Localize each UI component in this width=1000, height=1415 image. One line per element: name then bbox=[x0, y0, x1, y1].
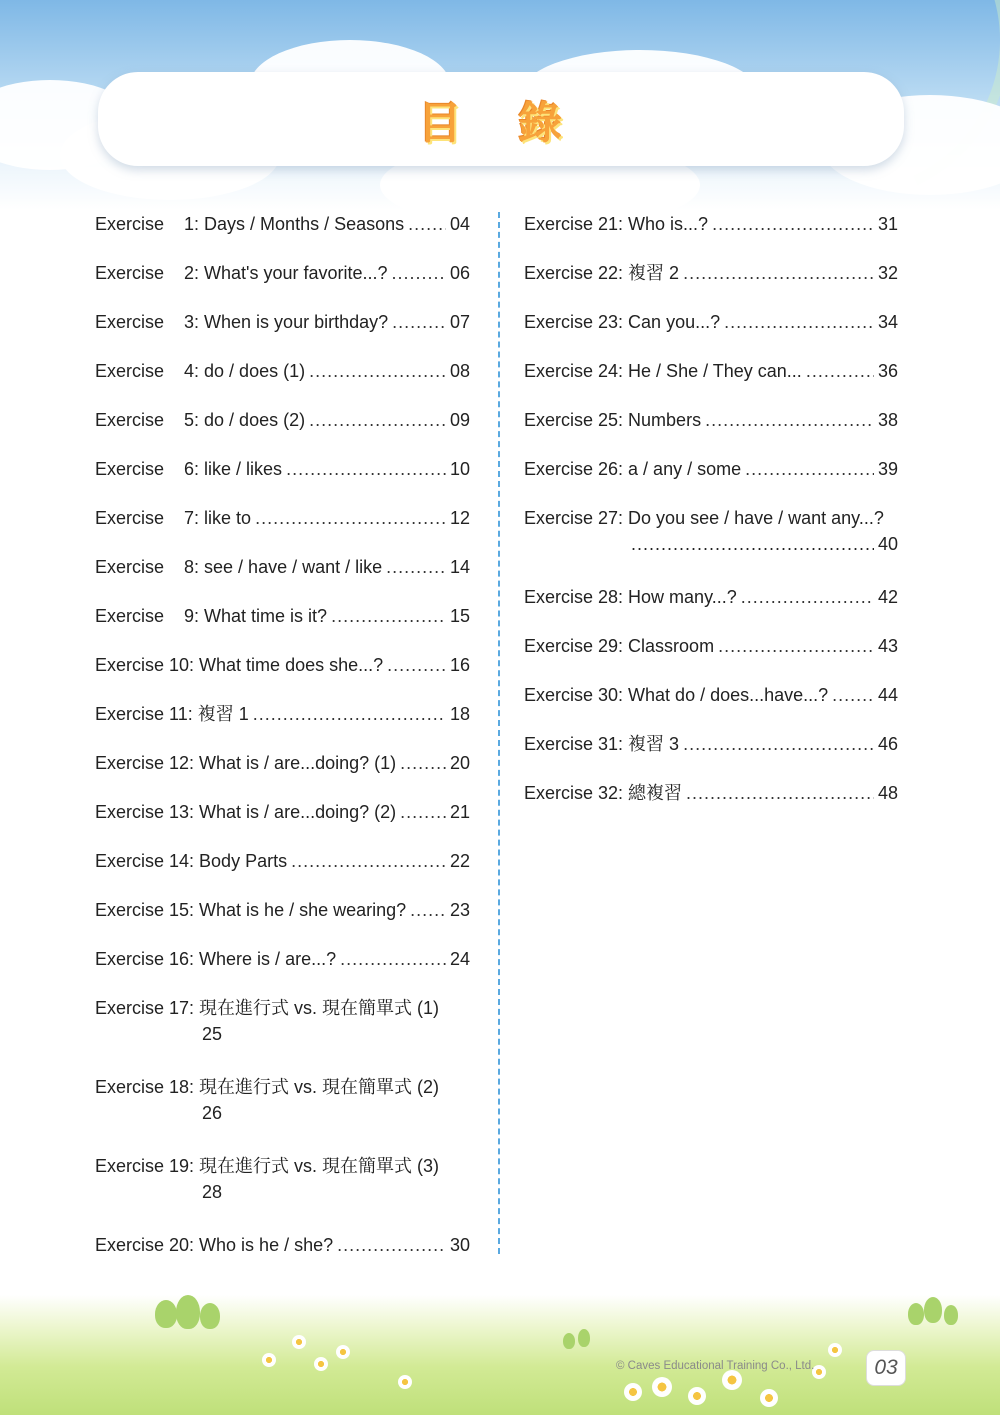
toc-entry-page: 43 bbox=[877, 636, 898, 656]
toc-entry[interactable] bbox=[524, 676, 898, 725]
toc-entry[interactable] bbox=[95, 352, 470, 401]
daisy-decoration bbox=[652, 1377, 672, 1397]
tree-decoration bbox=[563, 1333, 575, 1349]
toc-entry-label: Exercise 16: Where is / are...? bbox=[95, 949, 337, 969]
toc-entry-page: 22 bbox=[449, 851, 470, 871]
toc-entry-label: Exercise 1: Days / Months / Seasons bbox=[95, 214, 405, 234]
toc-right-column bbox=[524, 205, 898, 823]
daisy-decoration bbox=[314, 1357, 328, 1371]
toc-entry-page: 07 bbox=[449, 312, 470, 332]
toc-entry[interactable] bbox=[95, 1226, 470, 1275]
daisy-decoration bbox=[760, 1389, 778, 1407]
tree-decoration bbox=[924, 1297, 942, 1323]
leader-dots bbox=[683, 254, 874, 292]
toc-entry-label: Exercise 30: What do / does...have...? bbox=[524, 685, 829, 705]
toc-entry-page: 24 bbox=[449, 949, 470, 969]
tree-decoration bbox=[944, 1305, 958, 1325]
toc-entry[interactable] bbox=[95, 793, 470, 842]
leader-dots bbox=[686, 774, 874, 812]
leader-dots bbox=[408, 205, 446, 243]
column-divider bbox=[498, 212, 500, 1254]
title-banner bbox=[98, 72, 904, 166]
toc-entry[interactable] bbox=[524, 254, 898, 303]
toc-entry-page: 18 bbox=[449, 704, 470, 724]
toc-entry-label: Exercise 7: like to bbox=[95, 508, 252, 528]
toc-entry-page: 09 bbox=[449, 410, 470, 430]
toc-entry-page: 08 bbox=[449, 361, 470, 381]
toc-entry-label: Exercise 11: 複習 1 bbox=[95, 704, 249, 724]
tree-decoration bbox=[200, 1303, 220, 1329]
toc-entry-page: 28 bbox=[202, 1182, 223, 1202]
toc-entry[interactable] bbox=[95, 842, 470, 891]
toc-entry-page: 30 bbox=[449, 1235, 470, 1255]
toc-entry[interactable] bbox=[524, 578, 898, 627]
toc-entry[interactable] bbox=[95, 1068, 470, 1147]
toc-entry[interactable] bbox=[95, 401, 470, 450]
toc-entry-label: Exercise 23: Can you...? bbox=[524, 312, 721, 332]
toc-entry-label: Exercise 10: What time does she...? bbox=[95, 655, 384, 675]
toc-entry[interactable] bbox=[524, 303, 898, 352]
toc-entry-page: 20 bbox=[449, 753, 470, 773]
leader-dots bbox=[400, 744, 446, 782]
toc-entry-page: 42 bbox=[877, 587, 898, 607]
tree-decoration bbox=[176, 1295, 200, 1329]
leader-dots bbox=[337, 1226, 446, 1264]
tree-decoration bbox=[578, 1329, 590, 1347]
page-title: 目 錄 bbox=[417, 99, 585, 148]
toc-entry-label: Exercise 19: 現在進行式 vs. 現在簡單式 (3) bbox=[95, 1156, 440, 1176]
tree-decoration bbox=[155, 1300, 177, 1328]
daisy-decoration bbox=[722, 1370, 742, 1390]
toc-entry-page: 23 bbox=[449, 900, 470, 920]
leader-dots bbox=[255, 499, 446, 537]
leader-dots bbox=[410, 891, 446, 929]
toc-entry-label: Exercise 14: Body Parts bbox=[95, 851, 288, 871]
toc-entry-page: 16 bbox=[449, 655, 470, 675]
leader-dots bbox=[386, 548, 446, 586]
toc-entry-page: 21 bbox=[449, 802, 470, 822]
leader-dots bbox=[253, 695, 446, 733]
daisy-decoration bbox=[398, 1375, 412, 1389]
leader-dots bbox=[724, 303, 874, 341]
toc-entry-label: Exercise 31: 複習 3 bbox=[524, 734, 680, 754]
toc-entry-page: 48 bbox=[877, 783, 898, 803]
toc-entry-page: 38 bbox=[877, 410, 898, 430]
leader-dots bbox=[806, 352, 874, 390]
toc-entry-page: 15 bbox=[449, 606, 470, 626]
leader-dots bbox=[387, 646, 446, 684]
leader-dots bbox=[291, 842, 446, 880]
leader-dots bbox=[392, 303, 446, 341]
toc-entry[interactable] bbox=[95, 891, 470, 940]
leader-dots bbox=[705, 401, 874, 439]
tree-decoration bbox=[908, 1303, 924, 1325]
toc-entry[interactable] bbox=[95, 695, 470, 744]
toc-entry[interactable] bbox=[95, 744, 470, 793]
toc-entry-label: Exercise 20: Who is he / she? bbox=[95, 1235, 334, 1255]
toc-entry-label: Exercise 12: What is / are...doing? (1) bbox=[95, 753, 397, 773]
toc-entry-page: 12 bbox=[449, 508, 470, 528]
toc-entry-label: Exercise 24: He / She / They can... bbox=[524, 361, 802, 381]
toc-entry-label: Exercise 5: do / does (2) bbox=[95, 410, 306, 430]
toc-entry[interactable] bbox=[95, 254, 470, 303]
leader-dots bbox=[331, 597, 446, 635]
copyright-notice: © Caves Educational Training Co., Ltd. bbox=[616, 1360, 815, 1372]
leader-dots bbox=[309, 352, 446, 390]
toc-entry[interactable] bbox=[95, 646, 470, 695]
toc-entry-label: Exercise 13: What is / are...doing? (2) bbox=[95, 802, 397, 822]
toc-entry[interactable] bbox=[524, 774, 898, 823]
leader-dots bbox=[340, 940, 446, 978]
toc-entry[interactable] bbox=[95, 205, 470, 254]
toc-entry-page: 39 bbox=[877, 459, 898, 479]
toc-entry[interactable] bbox=[524, 627, 898, 676]
toc-entry[interactable] bbox=[524, 725, 898, 774]
toc-entry[interactable] bbox=[95, 1147, 470, 1226]
leader-dots bbox=[683, 725, 874, 763]
daisy-decoration bbox=[828, 1343, 842, 1357]
toc-entry[interactable] bbox=[524, 499, 898, 578]
toc-entry-page: 25 bbox=[202, 1024, 223, 1044]
leader-dots bbox=[712, 205, 874, 243]
toc-entry-page: 04 bbox=[449, 214, 470, 234]
toc-entry-label: Exercise 28: How many...? bbox=[524, 587, 737, 607]
daisy-decoration bbox=[262, 1353, 276, 1367]
toc-entry-label: Exercise 22: 複習 2 bbox=[524, 263, 680, 283]
toc-entry-label: Exercise 15: What is he / she wearing? bbox=[95, 900, 407, 920]
toc-entry-label: Exercise 8: see / have / want / like bbox=[95, 557, 383, 577]
leader-dots bbox=[718, 627, 874, 665]
toc-entry-label: Exercise 21: Who is...? bbox=[524, 214, 709, 234]
toc-entry[interactable] bbox=[95, 989, 470, 1068]
daisy-decoration bbox=[688, 1387, 706, 1405]
daisy-decoration bbox=[624, 1383, 642, 1401]
daisy-decoration bbox=[292, 1335, 306, 1349]
leader-dots bbox=[400, 793, 446, 831]
toc-entry[interactable] bbox=[524, 401, 898, 450]
toc-entry-page: 14 bbox=[449, 557, 470, 577]
leader-dots bbox=[286, 450, 446, 488]
toc-left-column bbox=[95, 205, 470, 1275]
toc-entry[interactable] bbox=[524, 352, 898, 401]
toc-entry-label: Exercise 17: 現在進行式 vs. 現在簡單式 (1) bbox=[95, 998, 440, 1018]
toc-entry-page: 44 bbox=[877, 685, 898, 705]
page-number: 03 bbox=[866, 1350, 906, 1386]
toc-entry[interactable] bbox=[95, 597, 470, 646]
leader-dots bbox=[392, 254, 446, 292]
toc-entry-page: 31 bbox=[877, 214, 898, 234]
toc-entry-label: Exercise 26: a / any / some bbox=[524, 459, 742, 479]
leader-dots bbox=[631, 529, 874, 559]
toc-entry-label: Exercise 25: Numbers bbox=[524, 410, 702, 430]
meadow-footer-background bbox=[0, 1295, 1000, 1415]
toc-entry-page: 10 bbox=[449, 459, 470, 479]
toc-entry-label: Exercise 29: Classroom bbox=[524, 636, 715, 656]
daisy-decoration bbox=[336, 1345, 350, 1359]
toc-entry-page: 32 bbox=[877, 263, 898, 283]
toc-entry-page: 34 bbox=[877, 312, 898, 332]
toc-entry-page: 06 bbox=[449, 263, 470, 283]
toc-entry[interactable] bbox=[95, 548, 470, 597]
leader-dots bbox=[745, 450, 874, 488]
toc-entry[interactable] bbox=[95, 940, 470, 989]
toc-entry-label: Exercise 6: like / likes bbox=[95, 459, 283, 479]
leader-dots bbox=[309, 401, 446, 439]
toc-entry[interactable] bbox=[95, 450, 470, 499]
toc-entry-page: 40 bbox=[877, 534, 898, 554]
toc-entry-page: 36 bbox=[877, 361, 898, 381]
leader-dots bbox=[741, 578, 874, 616]
toc-entry[interactable] bbox=[524, 205, 898, 254]
toc-entry[interactable] bbox=[95, 303, 470, 352]
toc-entry-label: Exercise 4: do / does (1) bbox=[95, 361, 306, 381]
toc-entry-label: Exercise 3: When is your birthday? bbox=[95, 312, 389, 332]
toc-entry-label: Exercise 27: Do you see / have / want any...? bbox=[524, 508, 884, 528]
toc-entry-page: 46 bbox=[877, 734, 898, 754]
toc-entry-page: 26 bbox=[202, 1103, 223, 1123]
toc-entry-label: Exercise 18: 現在進行式 vs. 現在簡單式 (2) bbox=[95, 1077, 440, 1097]
toc-entry[interactable] bbox=[95, 499, 470, 548]
toc-entry-label: Exercise 9: What time is it? bbox=[95, 606, 328, 626]
toc-entry[interactable] bbox=[524, 450, 898, 499]
leader-dots bbox=[832, 676, 874, 714]
toc-entry-label: Exercise 2: What's your favorite...? bbox=[95, 263, 388, 283]
toc-entry-label: Exercise 32: 總複習 bbox=[524, 783, 683, 803]
